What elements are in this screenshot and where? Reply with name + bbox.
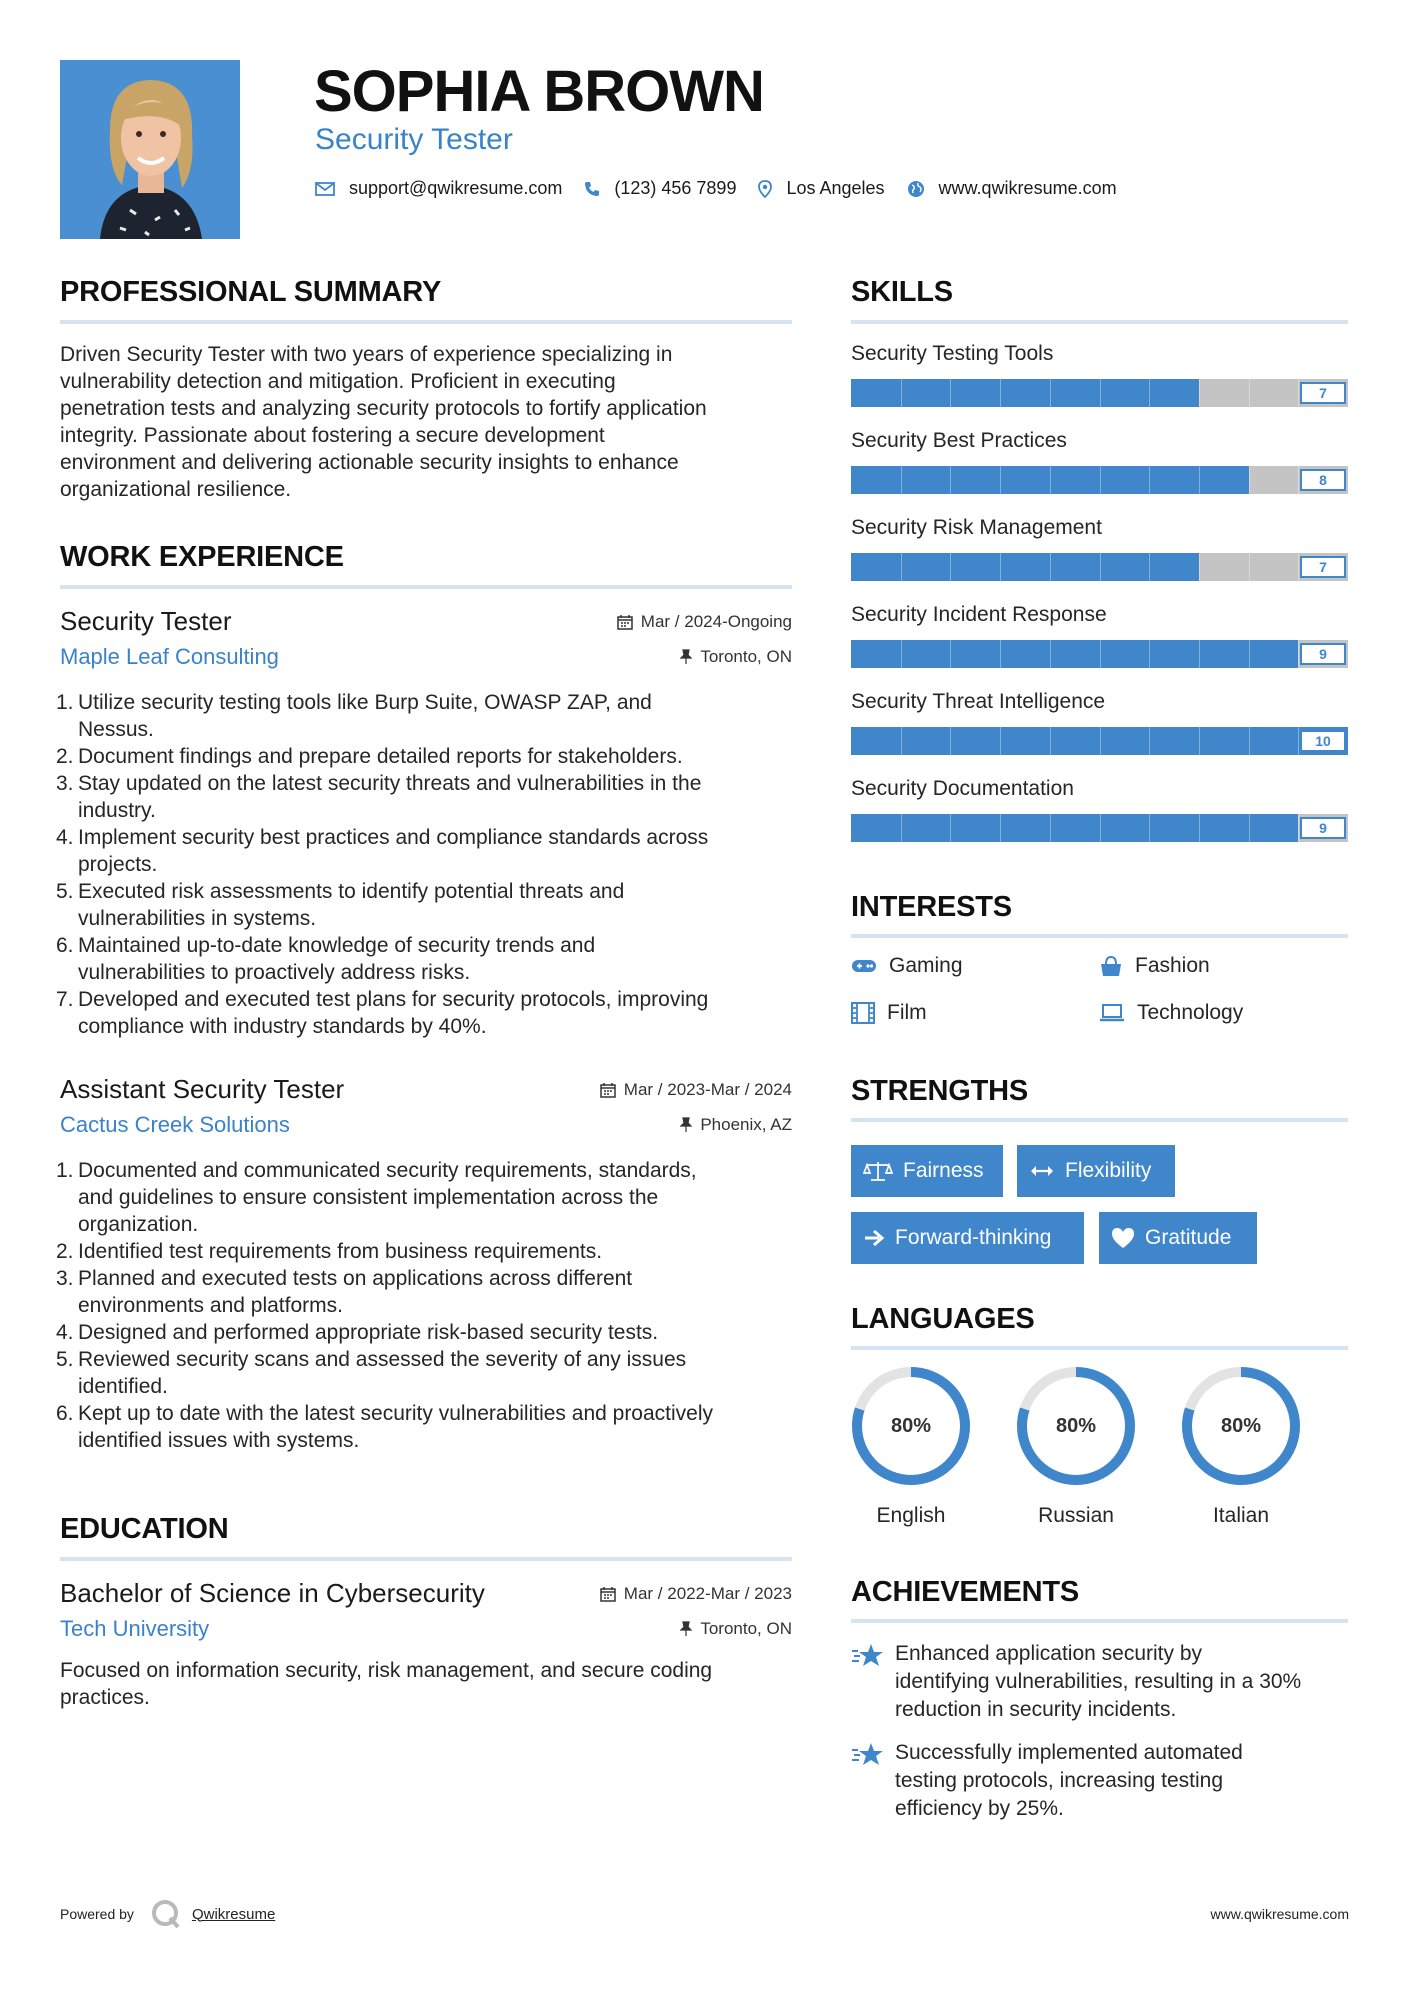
brand-link[interactable]: Qwikresume [191,1905,276,1923]
skill-bar-segment [1000,379,1001,407]
skill-bar-segment [1199,727,1200,755]
summary-text [60,341,792,503]
language-item [1179,1364,1303,1528]
strength-label: Forward-thinking [895,1226,1052,1249]
skill-level-badge: 9 [1300,817,1346,839]
skill-item [851,428,1348,498]
interests-divider [851,934,1348,938]
contact-email[interactable] [315,178,562,199]
skill-bar-segment [950,553,951,581]
job-1-bullets [56,689,795,1040]
summary-line: integrity. Passionate about fostering a secure development [60,424,605,447]
pushpin-icon [680,649,692,665]
skill-item [851,776,1348,846]
education-line: practices. [60,1686,150,1709]
skill-level-badge: 9 [1300,643,1346,665]
skill-bar-segment [901,379,902,407]
skill-bar-segment [1100,727,1101,755]
skill-bar-segment [1249,553,1250,581]
resume-page: SOPHIA BROWN Security Tester support@qwikresume.com (123) 456 7899 Los Angeles www.qwikresume.com PROFESSIONAL SUMMARY Driven Security Tester with two years of experience specializing in vulnerability detection and mitigation. Proficient in executing penetration tests and analyzing security protocols to fortify application integrity. Passionate about fostering a secure development environment and delivering actionable security insights to enhance organizational resilience. WORK EXPERIENCE Security Tester Maple Leaf Consulting Mar / 2024-Ongoing Toronto, ON 1. Utilize security testing tools like Burp Suite, OWASP ZAP, and Nessus. 2. Document findings and prepare detailed reports for stakeholders. 3. Stay updated on the latest security threats and vulnerabilities in the industry. 4. Implement security best practices and compliance standards across projects. 5. Executed risk assessments to identify potential threats and vulnerabilities in systems. 6. Maintained up-to-date knowledge of security trends and vulnerabilities to proactively address risks. 7. Developed and executed test plans for security protocols, improving compliance with industry standards by 40%. Assistant Security Tester Cactus Creek Solutions Mar / 2023-Mar / 2024 Phoenix, AZ 1. Documented and communicated security requirements, standards, and guidelines to ensure consistent implementation across the organization. 2. Identified test requirements from business requirements. 3. Planned and executed tests on applications across different environments and platforms. 4. Designed and performed appropriate risk-based security tests. 5. Reviewed security scans and assessed the severity of any issues identified. 6. Kept up to date with the latest security vulnerabilities and proactively identified issues with systems. EDUCATION Bachelor of Science in Cybersecurity Tech University Mar / 2022-Mar / 2023 Toronto, ON Focused on information security, risk management, and secure coding practices. SKILLS Security Testing Tools 7 Security Best Practices 8 Security Risk Management 7 Security Incident Response 9 Security Threat Intelligence 10 Security Documentation 9 INTERESTS Gaming Fashion Film Technology STRENGTHS Fairness Flexibility Forward-thinking Gratitude LANGUAGES 80% English 80% Russian 80% Italian ACHIEVEMENTS Enhanced application security by identifying vulnerabilities, resulting in a 30% reduction in security incidents. Successfully implemented automated testing protocols, increasing testing efficiency by 25%. Powered by Qwikresume www.qwikresume.com [0,0,1407,1990]
website-text: www.qwikresume.com [938,178,1117,198]
skill-bar-segment [1249,727,1250,755]
skill-bar-segment [1249,640,1250,668]
job-company: Maple Leaf Consulting [60,644,279,669]
job-role: Assistant Security Tester [60,1074,345,1104]
powered-by-text: Powered by [60,1906,134,1922]
star-trophy-icon [851,1642,885,1670]
language-name: Russian [1038,1504,1114,1527]
skill-bar-segment [1199,379,1200,407]
strength-gratitude [1099,1212,1257,1264]
degree: Bachelor of Science in Cybersecurity [60,1578,485,1608]
list-item: 2. Identified test requirements from business requirements. [56,1240,603,1263]
skill-bar-fill [851,379,1199,407]
list-item: 3. Planned and executed tests on applications across different environments and platforms. [56,1267,633,1317]
list-item: 6. Maintained up-to-date knowledge of security trends and vulnerabilities to proactively address risks. [56,934,596,984]
skill-bar-segment [1100,379,1101,407]
globe-icon [907,180,925,198]
interest-label: Fashion [1135,954,1210,977]
education-date-text: Mar / 2022-Mar / 2023 [623,1584,792,1603]
language-ring [1179,1364,1303,1488]
skill-bar-segment [1100,640,1101,668]
phone-icon [584,181,600,197]
strength-label: Fairness [903,1159,984,1182]
strength-label: Gratitude [1145,1226,1232,1249]
list-item: 4. Implement security best practices and compliance standards across projects. [56,826,709,876]
job-location-text: Phoenix, AZ [700,1115,792,1134]
skill-bar-segment [1249,379,1250,407]
job-2-bullets [56,1157,795,1454]
skill-bar-segment [1050,553,1051,581]
mail-icon [315,181,335,197]
skill-name: Security Incident Response [851,603,1107,626]
skill-bar-segment [1000,814,1001,842]
strengths-heading: STRENGTHS [851,1075,1029,1107]
skill-bar-segment [1199,814,1200,842]
skill-bar-segment [1100,814,1101,842]
skill-bar-segment [1249,814,1250,842]
education-location [680,1619,792,1639]
skill-bar [851,727,1348,755]
profile-photo [60,60,240,239]
skill-bar-segment [1100,466,1101,494]
footer-website[interactable]: www.qwikresume.com [1210,1906,1349,1922]
skill-bar-segment [1149,814,1150,842]
skill-level-badge: 7 [1300,556,1346,578]
skill-item [851,341,1348,411]
strengths-divider [851,1118,1348,1122]
strength-fairness [851,1145,1003,1197]
interest-label: Technology [1137,1001,1244,1024]
interest-gaming [851,954,963,978]
skill-bar-segment [901,466,902,494]
arrows-horizontal-icon [1029,1164,1055,1178]
film-icon [851,1002,875,1024]
interest-label: Gaming [889,954,963,977]
summary-line: Driven Security Tester with two years of experience specializing in [60,343,673,366]
skill-bar-segment [950,379,951,407]
skills-heading: SKILLS [851,276,953,308]
education-date [600,1584,792,1604]
summary-line: vulnerability detection and mitigation. Proficient in executing [60,370,616,393]
interest-film [851,1001,927,1025]
job-1-header [60,606,792,676]
skill-bar-fill [851,553,1199,581]
skill-bar-segment [1000,727,1001,755]
education-description [60,1657,792,1711]
skill-bar-segment [901,727,902,755]
contact-website[interactable] [907,178,1117,199]
list-item: 2. Document findings and prepare detailed reports for stakeholders. [56,745,683,768]
list-item: 4. Designed and performed appropriate risk-based security tests. [56,1321,659,1344]
job-location-text: Toronto, ON [700,647,792,666]
education-header [60,1578,792,1648]
skill-bar-segment [950,640,951,668]
skill-bar-fill [851,814,1298,842]
language-percent: 80% [1055,1415,1097,1437]
skill-bar-segment [1050,466,1051,494]
skill-bar-segment [1050,379,1051,407]
skill-bar-segment [1199,466,1200,494]
calendar-icon [617,614,633,630]
skill-item [851,689,1348,759]
languages-heading: LANGUAGES [851,1303,1035,1335]
skill-bar-segment [1100,553,1101,581]
skill-bar-segment [1050,640,1051,668]
qwikresume-logo-icon [148,1897,184,1931]
summary-heading: PROFESSIONAL SUMMARY [60,276,442,308]
experience-divider [60,585,792,589]
skills-divider [851,320,1348,324]
language-ring [849,1364,973,1488]
skill-name: Security Testing Tools [851,342,1054,365]
school: Tech University [60,1616,210,1641]
skill-name: Security Documentation [851,777,1074,800]
language-name: English [876,1504,946,1527]
skill-level-badge: 7 [1300,382,1346,404]
summary-line: organizational resilience. [60,478,292,501]
skill-bar-segment [1199,640,1200,668]
job-date-text: Mar / 2024-Ongoing [640,612,792,631]
email-text: support@qwikresume.com [349,178,563,198]
summary-divider [60,320,792,324]
list-item: 1. Utilize security testing tools like Burp Suite, OWASP ZAP, and Nessus. [56,691,652,741]
language-item [1014,1364,1138,1528]
strength-forward-thinking [851,1212,1084,1264]
interest-label: Film [887,1001,927,1024]
skill-bar [851,466,1348,494]
skill-bar-segment [901,553,902,581]
language-percent: 80% [890,1415,932,1437]
list-item: 3. Stay updated on the latest security threats and vulnerabilities in the industry. [56,772,702,822]
interest-fashion [1099,954,1210,978]
job-date [600,1080,792,1100]
arrow-right-icon [863,1229,885,1247]
skill-bar-segment [1149,379,1150,407]
pushpin-icon [680,1117,692,1133]
strength-label: Flexibility [1065,1159,1152,1182]
achievements-divider [851,1619,1348,1623]
education-location-text: Toronto, ON [700,1619,792,1638]
calendar-icon [600,1586,616,1602]
skill-bar-segment [901,814,902,842]
skill-bar [851,553,1348,581]
contact-location [758,178,884,199]
skill-bar [851,814,1348,842]
laptop-icon [1099,1003,1125,1023]
list-item: 5. Executed risk assessments to identify potential threats and vulnerabilities in systems. [56,880,625,930]
candidate-title: Security Tester [315,123,513,156]
skill-bar-segment [1149,466,1150,494]
language-item [849,1364,973,1528]
skill-bar-segment [1149,640,1150,668]
map-pin-icon [758,180,772,198]
education-divider [60,1557,792,1561]
contact-bar [315,178,1139,199]
pushpin-icon [680,1621,692,1637]
location-text: Los Angeles [786,178,885,198]
skill-bar-segment [950,466,951,494]
job-location [680,647,792,667]
experience-heading: WORK EXPERIENCE [60,541,344,573]
skill-bar [851,379,1348,407]
skill-item [851,515,1348,585]
heart-icon [1111,1227,1135,1249]
skill-bar-segment [1249,466,1250,494]
skill-bar-segment [950,727,951,755]
skill-bar-segment [1050,727,1051,755]
interest-technology [1099,1001,1243,1025]
phone-text: (123) 456 7899 [614,178,737,198]
skill-bar-segment [901,640,902,668]
language-name: Italian [1212,1504,1270,1527]
strength-flexibility [1017,1145,1175,1197]
skill-bar-segment [1000,553,1001,581]
skill-bar-fill [851,640,1298,668]
language-percent: 80% [1220,1415,1262,1437]
skill-item [851,602,1348,672]
list-item: 5. Reviewed security scans and assessed the severity of any issues identified. [56,1348,687,1398]
star-trophy-icon [851,1741,885,1769]
list-item: 6. Kept up to date with the latest security vulnerabilities and proactively identified issues with systems. [56,1402,714,1452]
skill-name: Security Best Practices [851,429,1067,452]
language-ring [1014,1364,1138,1488]
calendar-icon [600,1082,616,1098]
skill-name: Security Risk Management [851,516,1102,539]
skill-bar-segment [1199,553,1200,581]
interests-heading: INTERESTS [851,891,1012,923]
skill-bar [851,640,1348,668]
summary-line: environment and delivering actionable security insights to enhance [60,451,679,474]
skill-bar-segment [950,814,951,842]
job-location [680,1115,792,1135]
gamepad-icon [851,958,877,974]
skill-bar-segment [1149,727,1150,755]
balance-scale-icon [863,1160,893,1182]
contact-phone[interactable] [584,178,736,199]
skill-bar-segment [1000,466,1001,494]
job-company: Cactus Creek Solutions [60,1112,290,1137]
job-date-text: Mar / 2023-Mar / 2024 [623,1080,792,1099]
list-item: 1. Documented and communicated security requirements, standards, and guidelines to ensure consistent implementation across the organization. [56,1159,697,1236]
job-date [617,612,792,632]
footer-branding [60,1897,275,1931]
languages-divider [851,1346,1348,1350]
skill-level-badge: 10 [1300,730,1346,752]
skill-bar-segment [1050,814,1051,842]
education-line: Focused on information security, risk management, and secure coding [60,1659,713,1682]
shopping-bag-icon [1099,955,1123,977]
list-item: 7. Developed and executed test plans for security protocols, improving compliance with industry standards by 40%. [56,988,709,1038]
summary-line: penetration tests and analyzing security protocols to fortify application [60,397,707,420]
skill-bar-segment [1149,553,1150,581]
achievements-heading: ACHIEVEMENTS [851,1576,1080,1608]
skill-bar-segment [1000,640,1001,668]
education-heading: EDUCATION [60,1513,229,1545]
job-role: Security Tester [60,606,232,636]
skill-level-badge: 8 [1300,469,1346,491]
skill-name: Security Threat Intelligence [851,690,1106,713]
candidate-name: SOPHIA BROWN [314,59,764,124]
job-2-header [60,1074,792,1144]
